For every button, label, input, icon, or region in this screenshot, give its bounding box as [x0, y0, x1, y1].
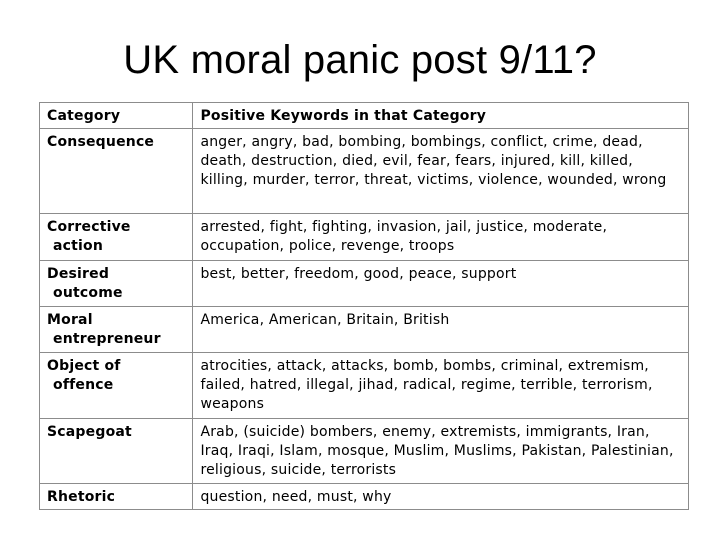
category-cell	[40, 484, 193, 510]
slide-title: UK moral panic post 9/11?	[123, 38, 597, 82]
keywords-cell: anger, angry, bad, bombing, bombings, conflict, crime, dead, death, destruction, died, evil, fear, fears, injured, kill, killed, killing, murder, terror, threat, victims, violence, wounded, wrong	[193, 129, 689, 214]
keywords-cell: arrested, fight, fighting, invasion, jail, justice, moderate, occupation, police, revenge, troops	[193, 214, 689, 261]
category-label: Scapegoat	[47, 424, 132, 440]
keywords-table	[39, 102, 689, 510]
category-label-line2: offence	[53, 377, 114, 393]
category-cell	[40, 353, 193, 419]
header-category: Category	[40, 103, 193, 129]
keywords-cell: question, need, must, why	[193, 484, 689, 510]
category-label: Object of	[47, 358, 121, 374]
table-row	[40, 214, 689, 261]
category-label: Rhetoric	[47, 489, 116, 505]
category-cell	[40, 129, 193, 214]
table-header-row	[40, 103, 689, 129]
category-label: Moral	[47, 312, 93, 328]
table-row	[40, 307, 689, 353]
category-label-line2: action	[53, 238, 104, 254]
category-cell	[40, 419, 193, 484]
category-cell	[40, 261, 193, 307]
keywords-cell: America, American, Britain, British	[193, 307, 689, 353]
keywords-cell: best, better, freedom, good, peace, support	[193, 261, 689, 307]
category-cell	[40, 214, 193, 261]
table-row	[40, 419, 689, 484]
category-label-line2: entrepreneur	[53, 331, 161, 347]
keywords-cell: atrocities, attack, attacks, bomb, bombs, criminal, extremism, failed, hatred, illegal, jihad, radical, regime, terrible, terrorism, weapons	[193, 353, 689, 419]
category-label-line2: outcome	[53, 285, 123, 301]
category-label: Consequence	[47, 134, 155, 150]
header-keywords: Positive Keywords in that Category	[193, 103, 689, 129]
category-label: Corrective	[47, 219, 131, 235]
table-row	[40, 261, 689, 307]
category-cell	[40, 307, 193, 353]
category-label: Desired	[47, 266, 110, 282]
keywords-cell: Arab, (suicide) bombers, enemy, extremists, immigrants, Iran, Iraq, Iraqi, Islam, mosque, Muslim, Muslims, Pakistan, Palestinian, religious, suicide, terrorists	[193, 419, 689, 484]
table-row	[40, 129, 689, 214]
table-row	[40, 484, 689, 510]
table-row	[40, 353, 689, 419]
